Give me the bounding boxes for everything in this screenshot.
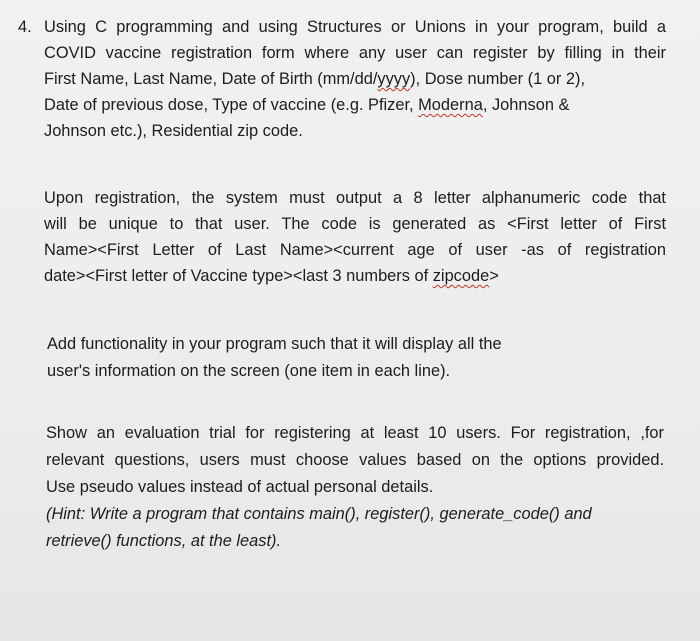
paragraph4-line1: Show an evaluation trial for registering at least 10 users. For registration, ,for xyxy=(46,424,664,442)
question-number: 4. xyxy=(18,18,32,36)
paragraph1-line4-part1: Date of previous dose, Type of vaccine (e.g. Pfizer, xyxy=(44,96,419,114)
spellcheck-word-yyyy: yyyy xyxy=(377,70,411,88)
paragraph1-line3-part1: First Name, Last Name, Date of Birth (mm/dd/ xyxy=(44,70,378,88)
paragraph2-line4 xyxy=(44,266,499,286)
paragraph3-line2: user's information on the screen (one item in each line). xyxy=(47,362,451,380)
hint-line1: (Hint: Write a program that contains main(), register(), generate_code() and xyxy=(46,505,592,523)
paragraph2-line2: will be unique to that user. The code is generated as <First letter of First xyxy=(44,215,666,233)
paragraph4-line2: relevant questions, users must choose values based on the options provided. xyxy=(46,451,664,469)
paragraph1-line2: COVID vaccine registration form where any user can register by filling in their xyxy=(44,44,666,62)
paragraph1-line5: Johnson etc.), Residential zip code. xyxy=(44,122,303,140)
paragraph2-line3: Name><First Letter of Last Name><current age of user -as of registration xyxy=(44,241,666,259)
paragraph3-line1: Add functionality in your program such that it will display all the xyxy=(47,335,502,353)
paragraph4-line3: Use pseudo values instead of actual personal details. xyxy=(46,478,434,496)
paragraph1-line4 xyxy=(44,95,666,115)
paragraph1-line3-part2: ), Dose number (1 or 2), xyxy=(410,70,586,88)
hint-line2: retrieve() functions, at the least). xyxy=(46,532,282,550)
spellcheck-word-moderna: Moderna xyxy=(418,96,483,114)
paragraph1-line4-part2: , Johnson & xyxy=(482,96,570,114)
paragraph1-line3 xyxy=(44,69,666,89)
spellcheck-word-zipcode: zipcode xyxy=(432,267,490,285)
paragraph1-line3-text xyxy=(44,69,585,89)
paragraph2-line1: Upon registration, the system must output a 8 letter alphanumeric code that xyxy=(44,189,666,207)
paragraph1-line1: Using C programming and using Structures or Unions in your program, build a xyxy=(44,18,666,36)
paragraph2-line4-part1: date><First letter of Vaccine type><last 3 numbers of xyxy=(44,267,433,285)
paragraph2-line4-part2: > xyxy=(489,267,499,285)
